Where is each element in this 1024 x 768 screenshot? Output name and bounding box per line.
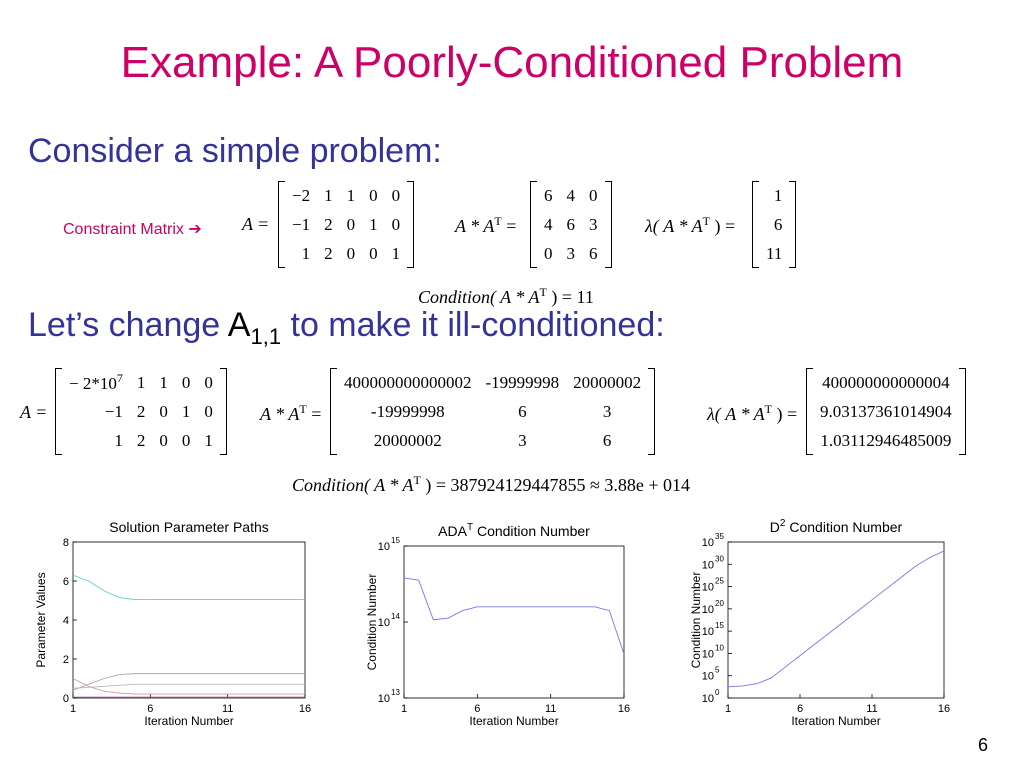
matrix-cell: 1 (136, 372, 146, 392)
matrix-cell: − $2*10^7$ (69, 371, 123, 393)
matrix-row (813, 397, 959, 426)
matrix-cell: 0 (204, 372, 213, 392)
matrix-cell: 0 (589, 185, 598, 205)
y-tick-label: 10 (701, 648, 714, 661)
matrix-cell: 9.03137361014904 (820, 401, 952, 421)
series-line (404, 578, 624, 654)
y-tick-exponent: 14 (391, 612, 400, 621)
slide-title: Example: A Poorly-Conditioned Problem (120, 38, 904, 87)
matrix-cell: 20000002 (373, 430, 442, 450)
y-tick-label: 0 (62, 693, 69, 705)
plot-frame (404, 546, 624, 698)
chart-solution-parameter-paths (30, 508, 330, 736)
y-tick-exponent: 20 (715, 598, 724, 608)
x-tick-label: 11 (221, 703, 234, 715)
matrix-row (337, 368, 648, 397)
y-tick-label: 10 (377, 693, 390, 705)
matrix-cell: 1 (114, 430, 123, 450)
y-tick-label: 6 (62, 576, 69, 588)
plot-frame (728, 542, 944, 698)
matrix-row (759, 181, 789, 210)
x-axis-label: Iteration Number (791, 714, 881, 728)
x-tick-label: 16 (937, 703, 951, 715)
matrix-cell: 6 (566, 214, 575, 234)
matrix-cell: 1 (181, 401, 191, 421)
x-tick-label: 1 (724, 703, 732, 715)
plot-frame (73, 542, 305, 698)
matrix-cell: 0 (369, 243, 378, 263)
y-tick-exponent: 13 (391, 688, 400, 697)
matrix-cell: 0 (181, 372, 191, 392)
heading-change: Let’s change $A_{1,1}$ to make it ill-conditioned: (28, 306, 665, 349)
y-tick-exponent: 30 (715, 554, 724, 564)
matrix-cell: 0 (369, 185, 378, 205)
matrix-row (62, 426, 220, 455)
matrix-cell: 6 (773, 214, 783, 234)
matrix-cell: 3 (518, 430, 527, 450)
lambda2-lhs: λ( A * $A^T$ ) = (707, 402, 798, 424)
matrix-row (537, 239, 605, 268)
matrix-cell: 400000000000004 (822, 372, 950, 392)
constraint-matrix-text: Constraint Matrix (63, 221, 184, 238)
matrix-cell: 2 (136, 401, 146, 421)
x-tick-label: 1 (69, 703, 77, 715)
chart-adat-condition-number (352, 508, 642, 736)
matrix-row (285, 210, 407, 239)
matrix-row (759, 210, 789, 239)
matrix-cell: 11 (766, 243, 783, 263)
chart-title: Solution Parameter Paths (109, 519, 269, 535)
exponent: 7 (116, 371, 123, 385)
y-tick-label: 10 (701, 537, 714, 549)
y-tick-exponent: 35 (715, 532, 724, 541)
series-line (73, 674, 305, 691)
matrix-row (62, 397, 220, 426)
matrix-cell: 6 (602, 430, 612, 450)
lambda-vector (752, 181, 796, 268)
lambda-lhs: λ( A * $A^T$ ) = (645, 214, 736, 236)
matrix-cell: −1 (292, 214, 311, 234)
chart-title: $ADA^T$ Condition Number (438, 522, 590, 539)
x-tick-label: 16 (617, 703, 631, 715)
matrix-row (537, 181, 605, 210)
matrix-cell: 3 (566, 243, 575, 263)
matrix-cell: 0 (391, 185, 401, 205)
matrix-cell: 0 (346, 214, 356, 234)
matrix-row (285, 239, 407, 268)
matrix-row (62, 368, 220, 397)
y-tick-label: 10 (377, 541, 390, 553)
matrix-cell: 0 (159, 401, 168, 421)
aat-lhs: A * $A^T$ = (455, 214, 517, 236)
matrix-cell: 1 (369, 214, 378, 234)
x-tick-label: 1 (400, 703, 408, 715)
y-tick-exponent: 10 (715, 643, 724, 653)
matrix-cell: 2 (324, 243, 333, 263)
matrix-cell: 1 (346, 185, 356, 205)
matrix-cell: 4 (544, 214, 553, 234)
heading-consider: Consider a simple problem: (28, 132, 442, 170)
matrix-cell: 6 (518, 401, 527, 421)
x-axis-label: Iteration Number (144, 714, 234, 728)
matrix-aat (530, 181, 612, 268)
matrix-a-ill (55, 368, 227, 455)
y-axis-label: Condition Number (689, 571, 703, 669)
x-tick-label: 6 (796, 703, 804, 715)
y-tick-label: 10 (377, 617, 390, 629)
y-tick-label: 10 (701, 603, 714, 616)
y-tick-exponent: 0 (715, 688, 720, 697)
series-line (73, 684, 305, 688)
matrix-row (813, 426, 959, 455)
matrix-cell: 1 (324, 185, 333, 205)
matrix-cell: 6 (544, 185, 553, 205)
arrow-right-icon: ➔ (188, 221, 202, 238)
matrix-cell: 0 (204, 401, 213, 421)
x-axis-label: Iteration Number (469, 714, 559, 728)
matrix-cell: 2 (136, 430, 146, 450)
matrix-cell: 6 (589, 243, 598, 263)
y-tick-label: 10 (701, 581, 714, 594)
matrix-cell: 2 (324, 214, 333, 234)
series-line (728, 551, 944, 687)
matrix-row (813, 368, 959, 397)
y-axis-label: Parameter Values (34, 572, 48, 668)
matrix-row (337, 426, 648, 455)
y-tick-exponent: 5 (715, 665, 720, 675)
y-tick-label: 4 (62, 615, 69, 627)
matrix-cell: 1 (301, 243, 311, 263)
y-tick-label: 10 (701, 693, 714, 705)
y-tick-exponent: 15 (715, 621, 724, 631)
y-tick-label: 10 (701, 670, 714, 683)
x-tick-label: 6 (147, 703, 154, 715)
constraint-matrix-label (63, 219, 202, 239)
matrix-cell: 1.03112946485009 (820, 430, 952, 450)
y-tick-exponent: 15 (391, 536, 400, 545)
matrix-row (537, 210, 605, 239)
page-number: 6 (977, 735, 988, 755)
a-lhs: A = (242, 214, 270, 234)
chart-title: $D^2$ Condition Number (769, 518, 903, 535)
x-tick-label: 16 (298, 703, 312, 715)
y-tick-label: 2 (62, 654, 69, 666)
matrix-cell: -19999998 (370, 401, 445, 421)
x-tick-label: 11 (544, 703, 557, 715)
y-tick-label: 8 (62, 537, 69, 549)
x-tick-label: 11 (866, 703, 878, 715)
aat2-lhs: A * $A^T$ = (260, 402, 322, 424)
y-axis-label: Condition Number (365, 573, 379, 671)
matrix-cell: -19999998 (485, 372, 560, 392)
series-line (73, 575, 305, 599)
lambda-vector-ill (806, 368, 966, 455)
matrix-a (278, 181, 414, 268)
matrix-cell: 0 (159, 430, 168, 450)
matrix-cell: 0 (181, 430, 191, 450)
chart-d2-condition-number (672, 508, 962, 736)
matrix-cell: −1 (104, 401, 123, 421)
matrix-cell: 0 (544, 243, 553, 263)
y-tick-label: 10 (701, 559, 714, 572)
condition-2: Condition( A * $A^T$ ) = 387924129447855 ≈ 3.88e + 014 (292, 473, 691, 495)
matrix-cell: 3 (589, 214, 598, 234)
y-tick-exponent: 25 (715, 576, 724, 586)
matrix-aat-ill (330, 368, 655, 455)
matrix-cell: 4 (566, 185, 575, 205)
matrix-cell: 400000000000002 (344, 372, 472, 392)
matrix-cell: 0 (391, 214, 401, 234)
matrix-row (759, 239, 789, 268)
a2-lhs: A = (20, 402, 48, 422)
matrix-cell: 0 (346, 243, 356, 263)
matrix-row (337, 397, 648, 426)
x-tick-label: 6 (474, 703, 481, 715)
matrix-cell: 3 (602, 401, 612, 421)
condition-1: Condition( A * $A^T$ ) = 11 (418, 285, 594, 307)
matrix-cell: 1 (204, 430, 213, 450)
matrix-cell: 1 (159, 372, 168, 392)
matrix-cell: 1 (773, 185, 783, 205)
y-tick-label: 10 (701, 626, 714, 639)
matrix-cell: −2 (292, 185, 311, 205)
matrix-cell: 1 (391, 243, 401, 263)
matrix-cell: 20000002 (573, 372, 642, 392)
matrix-row (285, 181, 407, 210)
